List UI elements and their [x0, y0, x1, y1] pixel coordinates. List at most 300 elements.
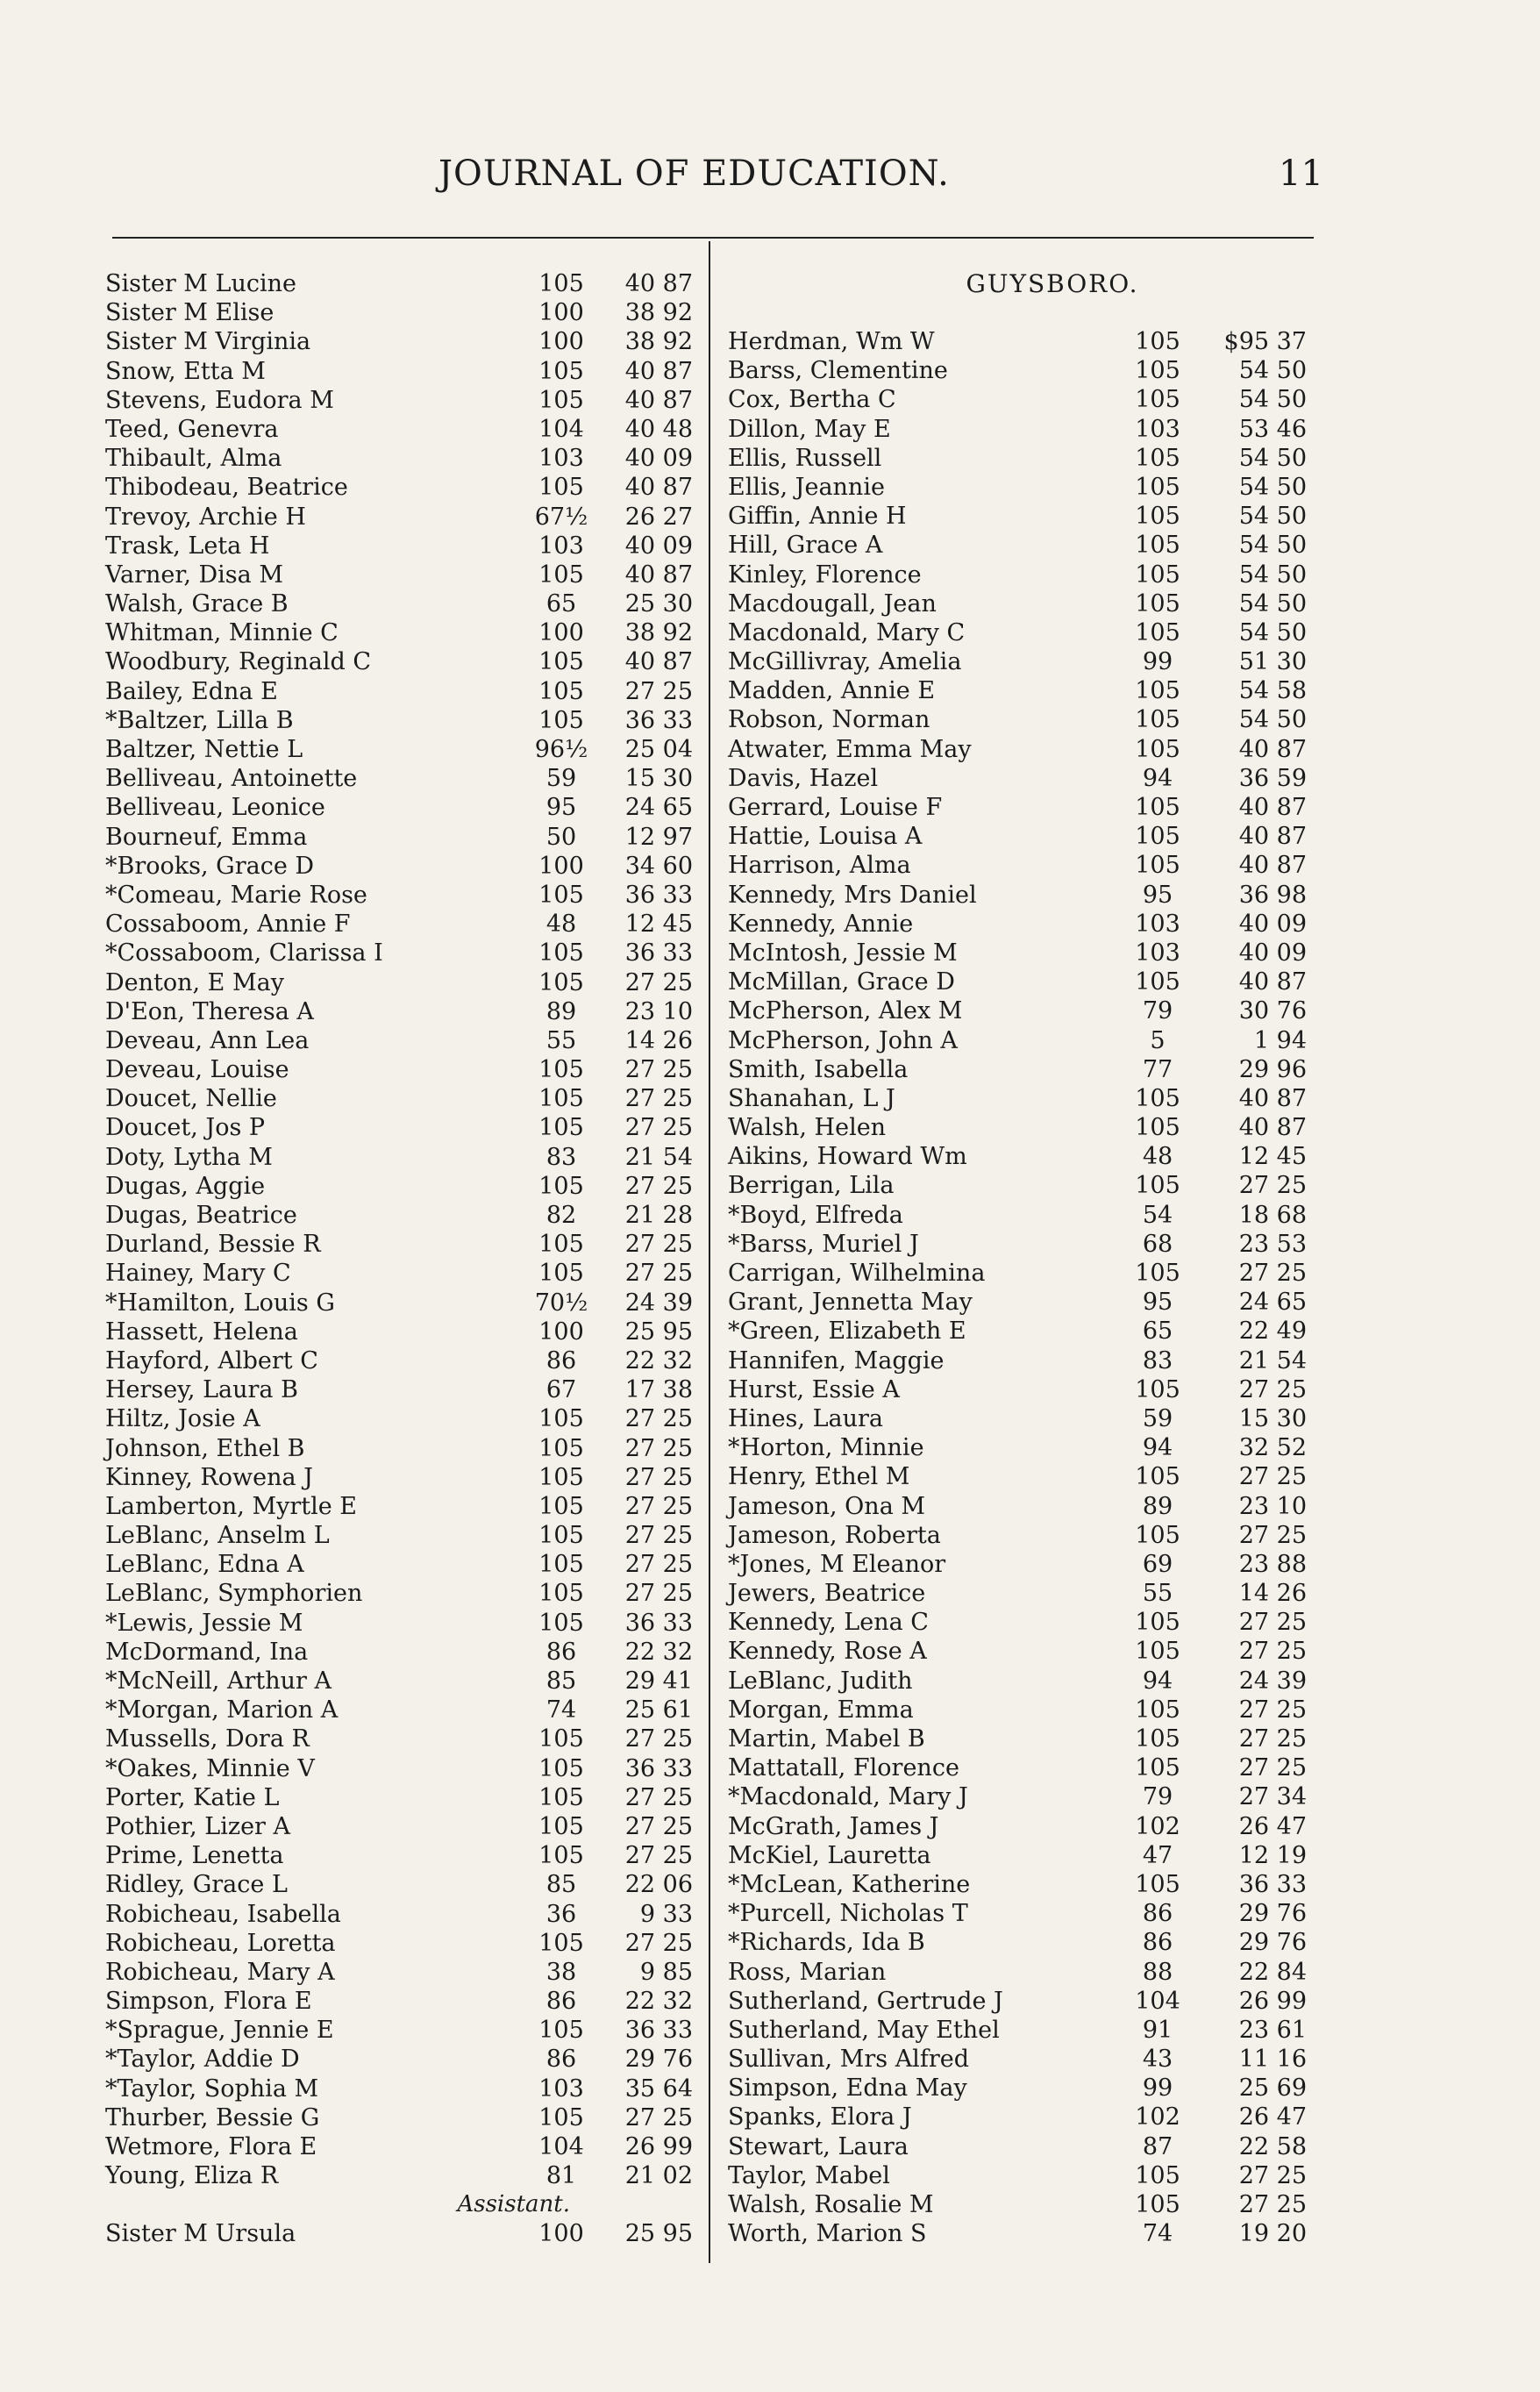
assistant-row-list	[105, 2219, 702, 2248]
grant-amount: 27 25	[624, 1725, 693, 1753]
grade-value: 105	[1135, 1696, 1180, 1724]
teacher-name: Robson, Norman	[728, 706, 930, 734]
left-column	[105, 269, 702, 2249]
teacher-name: *Boyd, Elfreda	[728, 1201, 903, 1229]
grade-value: 105	[1135, 852, 1180, 880]
grade-value: 82	[545, 1202, 577, 1229]
teacher-row	[105, 1987, 702, 2016]
teacher-row	[728, 415, 1324, 444]
grade-value: 105	[538, 1754, 584, 1782]
grade-value: 86	[545, 1346, 577, 1375]
teacher-row	[105, 1143, 702, 1172]
teacher-name: Lamberton, Myrtle E	[105, 1492, 358, 1520]
teacher-name: Stewart, Laura	[728, 2132, 909, 2160]
teacher-row	[105, 1609, 702, 1638]
grade-value: 105	[1135, 1172, 1180, 1200]
grade-value: 105	[538, 1463, 584, 1491]
teacher-name: *Horton, Minnie	[728, 1434, 924, 1462]
teacher-row	[105, 647, 702, 676]
page-header	[0, 154, 1540, 206]
grade-value: 104	[538, 415, 584, 443]
grant-amount: 40 87	[624, 357, 693, 385]
teacher-row	[105, 532, 702, 561]
grant-amount: 18 68	[1238, 1201, 1307, 1229]
teacher-row	[728, 561, 1324, 589]
grade-value: 104	[1135, 1987, 1180, 2015]
grade-value: 105	[1135, 794, 1180, 821]
grade-value: 55	[545, 1026, 577, 1054]
grade-value: 105	[538, 1725, 584, 1753]
grade-value: 85	[545, 1871, 577, 1899]
teacher-row	[728, 1782, 1324, 1811]
grant-amount: 27 25	[624, 1114, 693, 1142]
teacher-name: Thibault, Alma	[105, 445, 282, 473]
teacher-name: Dugas, Beatrice	[105, 1202, 297, 1229]
grant-amount: 22 32	[624, 1988, 693, 2016]
teacher-name: Belliveau, Antoinette	[105, 765, 358, 793]
grade-value: 65	[1142, 1317, 1173, 1346]
teacher-row	[728, 1113, 1324, 1142]
grant-amount: 22 58	[1238, 2132, 1307, 2160]
grant-amount: 11 16	[1238, 2046, 1307, 2074]
teacher-name: Wetmore, Flora E	[105, 2133, 317, 2160]
grant-amount: 27 25	[624, 1929, 693, 1957]
teacher-row	[105, 618, 702, 647]
teacher-row	[105, 939, 702, 968]
grade-value: 105	[1135, 532, 1180, 560]
grant-amount: 27 25	[1238, 2161, 1307, 2189]
teacher-row	[728, 1404, 1324, 1433]
grant-amount: 27 25	[624, 1405, 693, 1433]
grade-value: 105	[1135, 357, 1180, 385]
teacher-name: Ridley, Grace L	[105, 1871, 288, 1899]
teacher-name: Snow, Etta M	[105, 357, 266, 385]
grant-amount: 40 87	[624, 270, 693, 297]
grade-value: 105	[1135, 823, 1180, 851]
teacher-row	[105, 1958, 702, 1987]
teacher-name: Robicheau, Mary A	[105, 1958, 335, 1986]
grant-amount: 54 50	[1238, 532, 1307, 560]
grant-amount: 36 33	[1238, 1870, 1307, 1898]
grade-value: 38	[545, 1958, 577, 1986]
grade-value: 36	[545, 1900, 577, 1928]
teacher-row	[728, 1579, 1324, 1608]
grant-amount: 12 19	[1238, 1841, 1307, 1869]
teacher-row	[105, 1230, 702, 1259]
teacher-name: Hainey, Mary C	[105, 1260, 291, 1288]
teacher-name: *McLean, Katherine	[728, 1870, 971, 1898]
grade-value: 105	[1135, 589, 1180, 618]
grade-value: 105	[1135, 735, 1180, 763]
grant-amount: 22 84	[1238, 1958, 1307, 1986]
grade-value: 105	[538, 968, 584, 996]
grant-amount: 25 61	[624, 1696, 693, 1724]
grant-amount: 27 25	[1238, 1609, 1307, 1637]
grant-amount: 27 25	[624, 1434, 693, 1462]
teacher-row	[105, 677, 702, 706]
teacher-name: Hayford, Albert C	[105, 1346, 318, 1375]
grant-amount: 14 26	[624, 1026, 693, 1054]
grade-value: 100	[538, 1317, 584, 1346]
teacher-name: Kennedy, Mrs Daniel	[728, 881, 977, 909]
grade-value: 105	[538, 1929, 584, 1957]
teacher-name: *Jones, M Eleanor	[728, 1550, 946, 1578]
teacher-name: *Green, Elizabeth E	[728, 1317, 966, 1346]
teacher-name: Stevens, Eudora M	[105, 386, 334, 414]
teacher-row	[728, 1958, 1324, 1987]
grade-value: 89	[1142, 1492, 1173, 1520]
grade-value: 105	[1135, 2161, 1180, 2189]
grant-amount: 27 25	[1238, 1463, 1307, 1491]
teacher-name: Smith, Isabella	[728, 1055, 909, 1083]
teacher-name: Doty, Lytha M	[105, 1143, 273, 1171]
grant-amount: 27 25	[624, 1551, 693, 1579]
teacher-row	[105, 1463, 702, 1492]
grade-value: 55	[1142, 1580, 1173, 1608]
teacher-row	[105, 2045, 702, 2074]
teacher-name: LeBlanc, Judith	[728, 1667, 913, 1695]
grade-value: 87	[1142, 2132, 1173, 2160]
grade-value: 105	[538, 1405, 584, 1433]
teacher-name: Sullivan, Mrs Alfred	[728, 2046, 969, 2074]
grant-amount: 54 50	[1238, 444, 1307, 472]
teacher-row	[105, 415, 702, 444]
teacher-name: Hannifen, Maggie	[728, 1346, 945, 1375]
teacher-row	[728, 356, 1324, 385]
grant-amount: 21 54	[1238, 1346, 1307, 1375]
grant-amount: 27 25	[1238, 2191, 1307, 2218]
teacher-name: *Morgan, Marion A	[105, 1696, 339, 1724]
teacher-name: Bourneuf, Emma	[105, 823, 308, 851]
teacher-name: Belliveau, Leonice	[105, 794, 325, 822]
teacher-row	[728, 1346, 1324, 1375]
grade-value: 105	[1135, 473, 1180, 501]
grant-amount: 26 27	[624, 503, 693, 531]
teacher-row	[105, 1783, 702, 1812]
teacher-row	[728, 1696, 1324, 1724]
teacher-name: Barss, Clementine	[728, 357, 948, 385]
grant-amount: 27 25	[1238, 1725, 1307, 1753]
teacher-name: Macdonald, Mary C	[728, 618, 966, 646]
grant-amount: 40 87	[624, 474, 693, 502]
grant-amount: 23 61	[1238, 2016, 1307, 2044]
teacher-row	[728, 444, 1324, 473]
teacher-name: Varner, Disa M	[105, 561, 283, 589]
teacher-row	[105, 1201, 702, 1230]
grant-amount: 54 50	[1238, 503, 1307, 531]
header-rule	[112, 237, 1314, 239]
grade-value: 100	[538, 328, 584, 356]
grant-amount: 12 97	[624, 823, 693, 851]
grant-amount: 21 02	[624, 2162, 693, 2190]
left-row-list	[105, 269, 702, 2190]
teacher-name: Hassett, Helena	[105, 1317, 298, 1346]
grade-value: 91	[1142, 2016, 1173, 2044]
grant-amount: 54 58	[1238, 677, 1307, 705]
teacher-name: Gerrard, Louise F	[728, 794, 943, 821]
grade-value: 79	[1142, 1783, 1173, 1811]
teacher-name: Woodbury, Reginald C	[105, 648, 371, 676]
teacher-row	[105, 1667, 702, 1696]
grant-amount: 26 47	[1238, 1812, 1307, 1840]
teacher-row	[105, 1375, 702, 1404]
teacher-name: Deveau, Louise	[105, 1056, 289, 1084]
teacher-row	[728, 1375, 1324, 1404]
grade-value: 69	[1142, 1550, 1173, 1578]
teacher-row	[728, 1201, 1324, 1230]
teacher-name: *Lewis, Jessie M	[105, 1609, 303, 1637]
grade-value: 100	[538, 619, 584, 647]
grade-value: 103	[1135, 910, 1180, 938]
teacher-row	[105, 1346, 702, 1375]
grant-amount: 36 33	[624, 706, 693, 734]
teacher-row	[105, 997, 702, 1026]
grade-value: 70½	[534, 1289, 588, 1317]
grade-value: 105	[538, 561, 584, 589]
grant-amount: 27 25	[1238, 1521, 1307, 1549]
teacher-name: Spanks, Elora J	[728, 2103, 912, 2131]
teacher-row	[728, 385, 1324, 414]
teacher-row	[105, 1172, 702, 1201]
teacher-name: Doucet, Nellie	[105, 1085, 277, 1113]
grade-value: 47	[1142, 1841, 1173, 1869]
teacher-name: Ellis, Jeannie	[728, 473, 885, 501]
grade-value: 99	[1142, 2074, 1173, 2103]
teacher-name: *McNeill, Arthur A	[105, 1667, 332, 1695]
teacher-row	[728, 2045, 1324, 2074]
grade-value: 100	[538, 2220, 584, 2248]
grade-value: 99	[1142, 648, 1173, 676]
grade-value: 105	[1135, 1114, 1180, 1142]
teacher-name: Sutherland, May Ethel	[728, 2016, 1000, 2044]
grant-amount: 21 54	[624, 1143, 693, 1171]
teacher-name: Sister M Ursula	[105, 2220, 296, 2248]
teacher-row	[728, 1812, 1324, 1841]
teacher-name: Cossaboom, Annie F	[105, 910, 351, 939]
grant-amount: 40 87	[1238, 968, 1307, 996]
grant-amount: 15 30	[624, 765, 693, 793]
teacher-name: Johnson, Ethel B	[105, 1434, 305, 1462]
grade-value: 86	[545, 2046, 577, 2074]
grade-value: 83	[1142, 1346, 1173, 1375]
teacher-row	[728, 793, 1324, 822]
teacher-name: Taylor, Mabel	[728, 2161, 890, 2189]
teacher-row	[728, 822, 1324, 851]
teacher-row	[728, 1928, 1324, 1957]
grant-amount: 19 20	[1238, 2220, 1307, 2248]
teacher-name: Harrison, Alma	[728, 852, 911, 880]
grade-value: 54	[1142, 1201, 1173, 1229]
teacher-row	[728, 2016, 1324, 2045]
grade-value: 105	[1135, 677, 1180, 705]
teacher-name: Hill, Grace A	[728, 532, 883, 560]
teacher-name: Sister M Lucine	[105, 270, 296, 297]
teacher-row	[105, 2132, 702, 2161]
teacher-row	[105, 2074, 702, 2103]
grade-value: 67	[545, 1376, 577, 1404]
grade-value: 105	[1135, 1754, 1180, 1782]
teacher-name: McDormand, Ina	[105, 1638, 309, 1666]
grade-value: 105	[538, 1114, 584, 1142]
grant-amount: 27 25	[624, 2103, 693, 2131]
grant-amount: 51 30	[1238, 648, 1307, 676]
teacher-row	[105, 1638, 702, 1667]
grant-amount: 15 30	[1238, 1404, 1307, 1432]
teacher-row	[728, 2190, 1324, 2219]
grade-value: 103	[538, 532, 584, 560]
teacher-row	[105, 793, 702, 822]
teacher-row	[105, 881, 702, 910]
grant-amount: 27 25	[624, 1172, 693, 1200]
teacher-name: *Hamilton, Louis G	[105, 1289, 335, 1317]
grade-value: 102	[1135, 2103, 1180, 2131]
teacher-row	[105, 589, 702, 618]
teacher-name: Durland, Bessie R	[105, 1231, 321, 1259]
teacher-name: D'Eon, Theresa A	[105, 997, 314, 1025]
grade-value: 100	[538, 299, 584, 327]
grade-value: 86	[545, 1638, 577, 1666]
grant-amount: 27 25	[1238, 1638, 1307, 1666]
teacher-name: Simpson, Edna May	[728, 2074, 967, 2103]
grant-amount: 27 25	[1238, 1375, 1307, 1403]
grade-value: 103	[1135, 415, 1180, 443]
grant-amount: 36 33	[624, 939, 693, 968]
grade-value: 105	[538, 1580, 584, 1608]
grade-value: 105	[538, 1551, 584, 1579]
grade-value: 103	[538, 445, 584, 473]
teacher-row	[105, 1696, 702, 1724]
grant-amount: 40 87	[624, 648, 693, 676]
teacher-name: Hattie, Louisa A	[728, 823, 923, 851]
grade-value: 105	[1135, 561, 1180, 589]
grant-amount: 27 25	[624, 677, 693, 705]
grant-amount: 40 87	[1238, 735, 1307, 763]
teacher-row	[728, 1084, 1324, 1113]
grant-amount: 32 52	[1238, 1434, 1307, 1462]
grant-amount: 27 25	[624, 1842, 693, 1870]
teacher-name: Doucet, Jos P	[105, 1114, 266, 1142]
teacher-name: LeBlanc, Symphorien	[105, 1580, 363, 1608]
teacher-row	[728, 1230, 1324, 1259]
grade-value: 94	[1142, 764, 1173, 792]
grant-amount: 17 38	[624, 1376, 693, 1404]
teacher-name: Kinley, Florence	[728, 561, 922, 589]
teacher-row	[105, 1724, 702, 1753]
teacher-row	[105, 823, 702, 852]
teacher-name: Martin, Mabel B	[728, 1725, 925, 1753]
teacher-name: Jewers, Beatrice	[728, 1580, 926, 1608]
grant-amount: 24 65	[624, 794, 693, 822]
grant-amount: 54 50	[1238, 706, 1307, 734]
teacher-name: Henry, Ethel M	[728, 1463, 910, 1491]
teacher-row	[105, 561, 702, 589]
grant-amount: 54 50	[1238, 589, 1307, 618]
grade-value: 77	[1142, 1055, 1173, 1083]
teacher-row	[105, 1055, 702, 1084]
teacher-name: Kennedy, Lena C	[728, 1609, 929, 1637]
teacher-row	[728, 1841, 1324, 1870]
teacher-name: Thurber, Bessie G	[105, 2103, 320, 2131]
teacher-name: Porter, Katie L	[105, 1783, 280, 1811]
teacher-row	[728, 502, 1324, 531]
teacher-row	[105, 1113, 702, 1142]
teacher-name: Ross, Marian	[728, 1958, 887, 1986]
grant-amount: 26 99	[624, 2133, 693, 2160]
teacher-name: LeBlanc, Anselm L	[105, 1522, 330, 1550]
grade-value: 105	[1135, 386, 1180, 414]
grade-value: 94	[1142, 1667, 1173, 1695]
teacher-name: Hiltz, Josie A	[105, 1405, 260, 1433]
grade-value: 100	[538, 852, 584, 880]
grade-value: 104	[538, 2133, 584, 2160]
assistant-subheading: Assistant.	[457, 2191, 570, 2218]
grant-amount: 27 34	[1238, 1783, 1307, 1811]
teacher-row	[728, 1026, 1324, 1055]
grade-value: 95	[1142, 1289, 1173, 1317]
grant-amount: 26 99	[1238, 1987, 1307, 2015]
grant-amount: 27 25	[1238, 1172, 1307, 1200]
teacher-row	[728, 705, 1324, 734]
grade-value: 105	[538, 1812, 584, 1840]
grade-value: 105	[1135, 968, 1180, 996]
grade-value: 95	[545, 794, 577, 822]
grade-value: 48	[545, 910, 577, 939]
grant-amount: 40 09	[624, 445, 693, 473]
grade-value: 105	[1135, 444, 1180, 472]
teacher-name: Hersey, Laura B	[105, 1376, 298, 1404]
grant-amount: 27 25	[624, 1783, 693, 1811]
teacher-name: Davis, Hazel	[728, 764, 879, 792]
grant-amount: 29 76	[1238, 1900, 1307, 1928]
grant-amount: 27 25	[624, 1580, 693, 1608]
grant-amount: 40 87	[624, 386, 693, 414]
teacher-name: Prime, Lenetta	[105, 1842, 284, 1870]
grant-amount: 27 25	[624, 1463, 693, 1491]
grade-value: 79	[1142, 997, 1173, 1025]
teacher-name: Walsh, Helen	[728, 1114, 887, 1142]
journal-title: JOURNAL OF EDUCATION.	[438, 154, 950, 194]
teacher-row	[105, 444, 702, 473]
grant-amount: 54 50	[1238, 618, 1307, 646]
grade-value: 105	[538, 881, 584, 909]
teacher-row	[728, 735, 1324, 764]
grant-amount: 9 33	[639, 1900, 693, 1928]
teacher-name: *Cossaboom, Clarissa I	[105, 939, 383, 968]
grade-value: 105	[538, 1492, 584, 1520]
teacher-name: Morgan, Emma	[728, 1696, 914, 1724]
grant-amount: 27 25	[624, 1056, 693, 1084]
grade-value: 105	[538, 2017, 584, 2045]
grant-amount: 14 26	[1238, 1580, 1307, 1608]
right-row-list	[728, 327, 1324, 2248]
grade-value: 105	[1135, 1609, 1180, 1637]
teacher-row	[105, 269, 702, 298]
teacher-name: McGrath, James J	[728, 1812, 939, 1840]
grade-value: 105	[538, 386, 584, 414]
teacher-name: Herdman, Wm W	[728, 328, 935, 355]
teacher-name: Teed, Genevra	[105, 415, 279, 443]
teacher-name: Sister M Virginia	[105, 328, 311, 356]
grant-amount: 38 92	[624, 619, 693, 647]
grade-value: 86	[1142, 1929, 1173, 1957]
grade-value: 105	[538, 1056, 584, 1084]
teacher-name: Hines, Laura	[728, 1404, 883, 1432]
grant-amount: 27 25	[1238, 1260, 1307, 1287]
grade-value: 105	[1135, 1638, 1180, 1666]
teacher-row	[105, 968, 702, 997]
grant-amount: 23 88	[1238, 1550, 1307, 1578]
teacher-name: Shanahan, L J	[728, 1084, 895, 1112]
